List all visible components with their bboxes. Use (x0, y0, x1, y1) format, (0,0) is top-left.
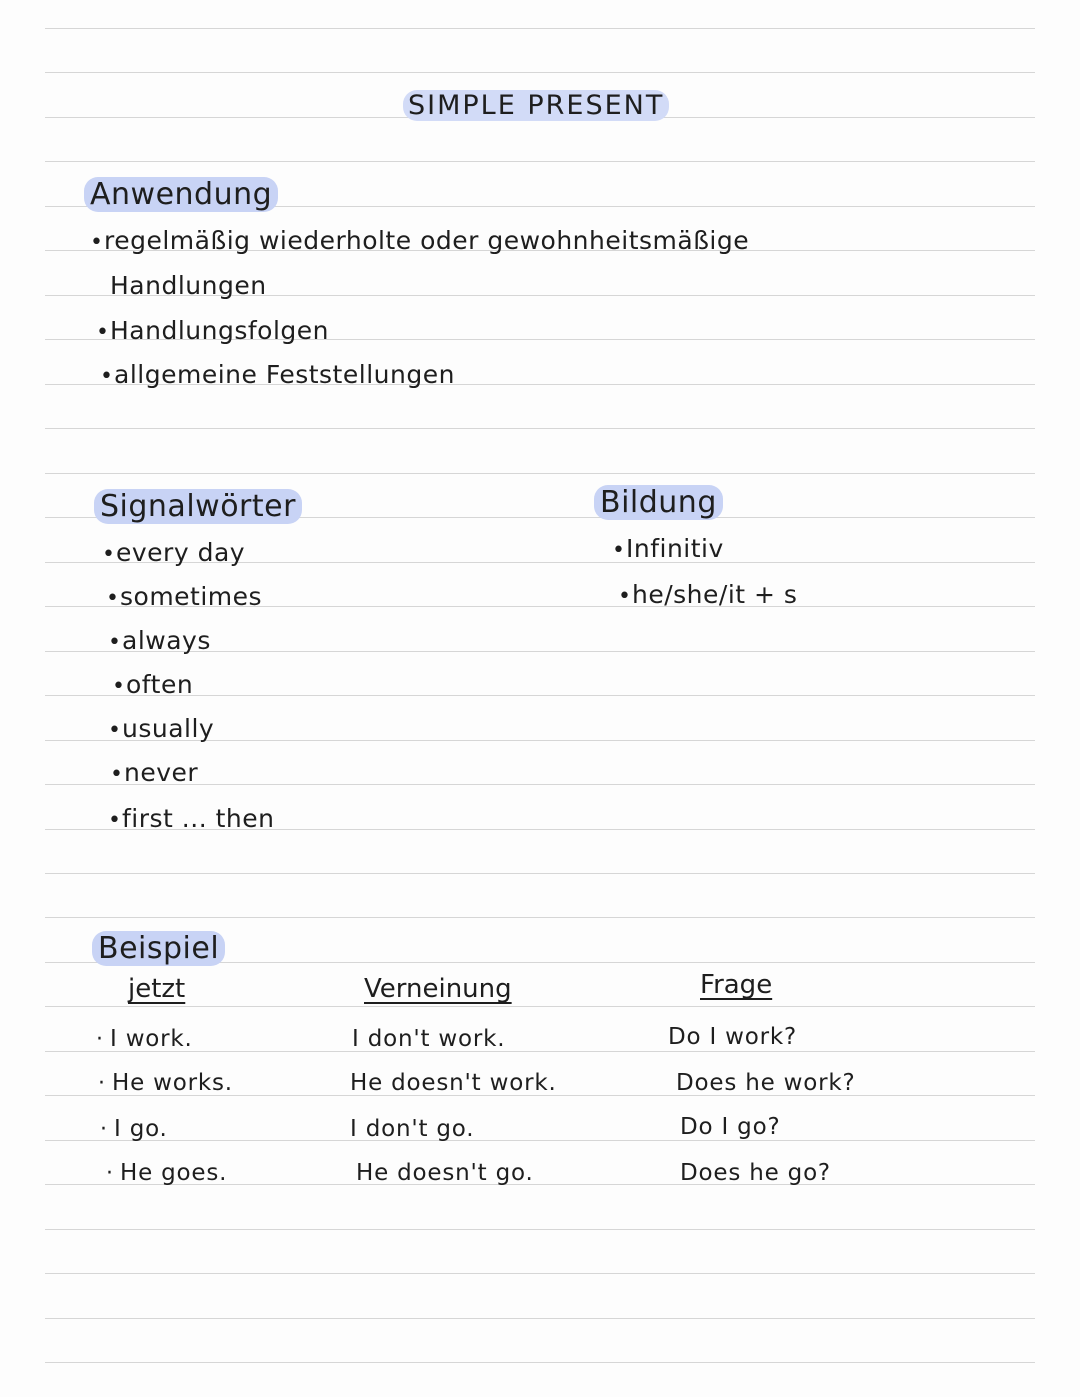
bildung-item: •Infinitiv (612, 534, 724, 563)
example-frage: Does he work? (676, 1070, 856, 1096)
bullet-icon: • (100, 364, 114, 389)
anwendung-item: •regelmäßig wiederholte oder gewohnheitsmäßige (90, 226, 750, 255)
anwendung-heading: Anwendung (84, 180, 278, 210)
anwendung-item: •allgemeine Feststellungen (100, 360, 455, 389)
anwendung-item-continuation: Handlungen (110, 271, 267, 300)
signal-word-item: •usually (108, 714, 215, 743)
anwendung-item: •Handlungsfolgen (96, 316, 329, 345)
signal-word-item: •every day (102, 538, 246, 567)
bullet-icon: • (106, 586, 120, 611)
rule-line (45, 28, 1035, 29)
example-verneinung: He doesn't go. (356, 1160, 534, 1186)
page-title (403, 92, 669, 119)
signalwoerter-heading: Signalwörter (94, 492, 302, 522)
rule-line (45, 695, 1035, 696)
page-title-text: SIMPLE PRESENT (403, 90, 669, 121)
rule-line (45, 873, 1035, 874)
bildung-item: •he/she/it + s (618, 580, 798, 609)
rule-line (45, 917, 1035, 918)
rule-line (45, 1140, 1035, 1141)
column-header-jetzt: jetzt (128, 974, 186, 1004)
example-jetzt: · He goes. (106, 1160, 228, 1186)
bullet-icon: · (100, 1117, 108, 1142)
example-verneinung: I don't go. (350, 1116, 475, 1142)
rule-line (45, 1051, 1035, 1052)
rule-line (45, 1006, 1035, 1007)
rule-line (45, 1229, 1035, 1230)
example-frage: Does he go? (680, 1160, 831, 1186)
bullet-icon: • (108, 808, 122, 833)
bullet-icon: • (612, 538, 626, 563)
bullet-icon: • (618, 584, 632, 609)
signal-word-item: •first ... then (108, 804, 275, 833)
bullet-icon: · (98, 1071, 106, 1096)
bildung-heading: Bildung (594, 488, 723, 518)
beispiel-heading: Beispiel (92, 934, 225, 964)
rule-line (45, 428, 1035, 429)
rule-line (45, 473, 1035, 474)
example-jetzt: · I go. (100, 1116, 168, 1142)
signal-word-item: •always (108, 626, 211, 655)
column-header-frage: Frage (700, 970, 773, 1000)
example-frage: Do I work? (668, 1024, 798, 1050)
example-verneinung: He doesn't work. (350, 1070, 557, 1096)
example-verneinung: I don't work. (352, 1026, 506, 1052)
column-header-verneinung: Verneinung (364, 974, 512, 1004)
rule-line (45, 1318, 1035, 1319)
signal-word-item: •often (112, 670, 194, 699)
signal-word-item: •sometimes (106, 582, 263, 611)
bullet-icon: • (90, 230, 104, 255)
bullet-icon: • (108, 718, 122, 743)
example-jetzt: · He works. (98, 1070, 233, 1096)
bullet-icon: • (96, 320, 110, 345)
example-jetzt: · I work. (96, 1026, 193, 1052)
bullet-icon: • (112, 674, 126, 699)
signal-word-item: •never (110, 758, 199, 787)
bullet-icon: · (106, 1161, 114, 1186)
bullet-icon: • (110, 762, 124, 787)
bullet-icon: · (96, 1027, 104, 1052)
rule-line (45, 161, 1035, 162)
rule-line (45, 72, 1035, 73)
bullet-icon: • (108, 630, 122, 655)
example-frage: Do I go? (680, 1114, 781, 1140)
bullet-icon: • (102, 542, 116, 567)
rule-line (45, 1273, 1035, 1274)
rule-line (45, 1362, 1035, 1363)
